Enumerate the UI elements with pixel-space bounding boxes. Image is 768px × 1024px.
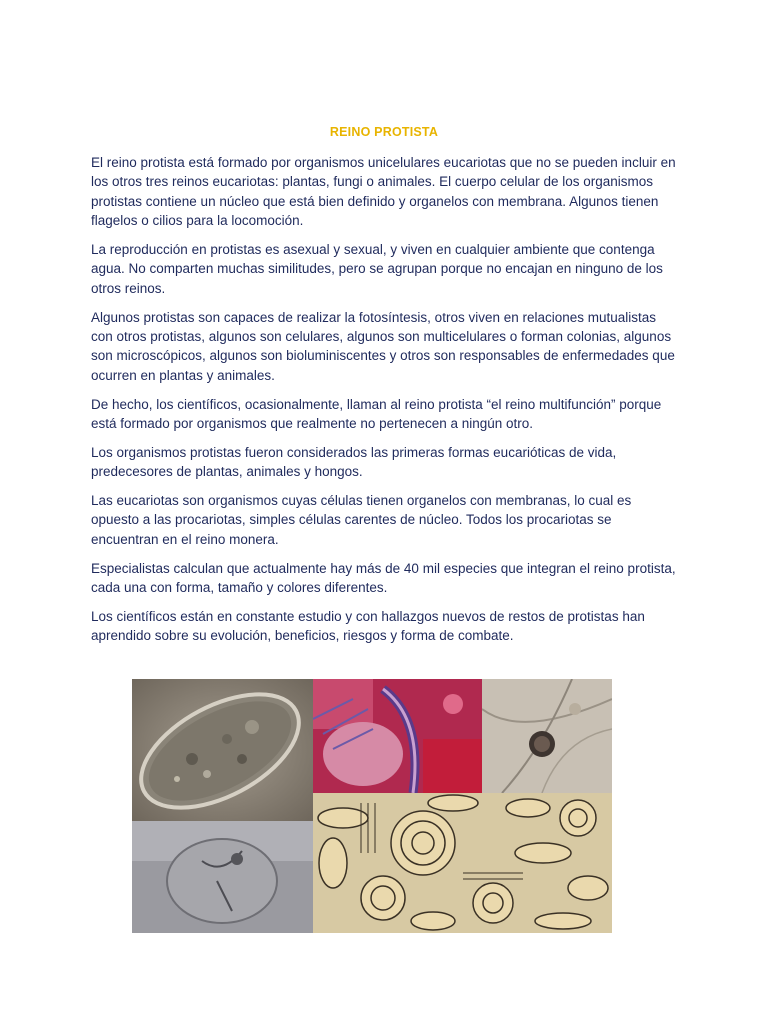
document-body: [91, 153, 681, 655]
paragraph: Los organismos protistas fueron considerados las primeras formas eucarióticas de vida, predecesores de plantas, animales y hongos.: [91, 444, 617, 480]
paragraph: Los científicos están en constante estudio y con hallazgos nuevos de restos de protistas han aprendido sobre su evolución, beneficios, riesgos y forma de combate.: [91, 608, 645, 644]
stained-tissue-photo: [313, 679, 482, 793]
paragraph: El reino protista está formado por organismos unicelulares eucariotas que no se pueden incluir en los otros tres reinos eucariotas: plantas, fungi o animales. El cuerpo celular de los organismos protistas contiene un núcleo que está bien definido y organelos con membrana. Algunos tienen flagelos o cilios para la locomoción.: [91, 155, 676, 229]
paragraph: La reproducción en protistas es asexual y sexual, y viven en cualquier ambiente que contenga agua. No comparten muchas similitudes, pero se agrupan porque no encajan en ninguno de los otros reinos.: [91, 242, 663, 296]
amoeba-photo: [132, 821, 313, 933]
spore-photo: [482, 679, 612, 793]
foraminifera-illustration: [313, 793, 612, 933]
paragraph: Algunos protistas son capaces de realizar la fotosíntesis, otros viven en relaciones mutualistas con otros protistas, algunos son celulares, algunos son multicelulares o forman colonias, algunos son microscópicos, algunos son bioluminiscentes y otros son responsables de enfermedades que ocurren en plantas y animales.: [91, 309, 675, 383]
paragraph: De hecho, los científicos, ocasionalmente, llaman al reino protista “el reino multifunción” porque está formado por organismos que realmente no pertenecen a ningún otro.: [91, 396, 662, 432]
protist-photo-collage: [132, 679, 612, 933]
paragraph: Especialistas calculan que actualmente hay más de 40 mil especies que integran el reino protista, cada una con forma, tamaño y colores diferentes.: [91, 560, 676, 596]
paramecium-photo: [132, 679, 313, 821]
paragraph: Las eucariotas son organismos cuyas células tienen organelos con membranas, lo cual es opuesto a las procariotas, simples células carentes de núcleo. Todos los procariotas se encuentran en el reino monera.: [91, 493, 632, 547]
document-title: REINO PROTISTA: [329, 125, 439, 139]
